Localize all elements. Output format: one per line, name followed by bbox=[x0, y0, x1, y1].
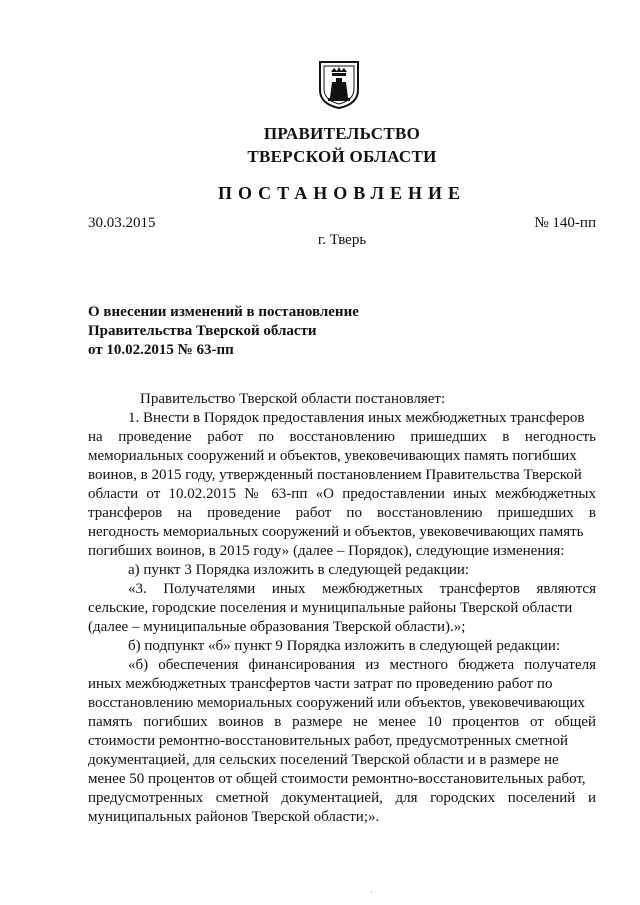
document-number: № 140-пп bbox=[534, 215, 596, 231]
body-line: «б) обеспечения финансирования из местного бюджета получателя bbox=[128, 657, 596, 673]
document-type: ПОСТАНОВЛЕНИЕ bbox=[217, 183, 467, 203]
body-line: «3. Получателями иных межбюджетных трансфертов являются bbox=[128, 581, 596, 597]
body-line: области от 10.02.2015 № 63-пп «О предоставлении иных межбюджетных bbox=[88, 486, 596, 502]
body-line: стоимости ремонтно-восстановительных работ, предусмотренных сметной bbox=[88, 733, 569, 749]
body-line: сельские, городские поселения и муниципальные районы Тверской области bbox=[88, 600, 573, 616]
subject-line: Правительства Тверской области bbox=[88, 323, 317, 339]
body-line: на проведение работ по восстановлению пришедших в негодность bbox=[88, 429, 596, 445]
body-line: менее 50 процентов от общей стоимости ремонтно-восстановительных работ, bbox=[88, 771, 586, 787]
coat-of-arms-icon bbox=[318, 60, 360, 110]
document-subject bbox=[88, 303, 418, 360]
document-city: г. Тверь bbox=[317, 232, 367, 248]
body-line: б) подпункт «б» пункт 9 Порядка изложить в следующей редакции: bbox=[128, 638, 561, 654]
body-line: мемориальных сооружений и объектов, увековечивающих память погибших bbox=[88, 448, 577, 464]
body-line: (далее – муниципальные образования Тверской области).»; bbox=[88, 619, 466, 635]
body-line: восстановлению мемориальных сооружений или объектов, увековечивающих bbox=[88, 695, 586, 711]
org-name-line1: ПРАВИТЕЛЬСТВО bbox=[263, 124, 421, 143]
body-line: 1. Внести в Порядок предоставления иных межбюджетных трансферов bbox=[128, 410, 585, 426]
body-line: иных межбюджетных трансфертов части затрат по проведению работ по bbox=[88, 676, 553, 692]
body-line: воинов, в 2015 году, утвержденный постановлением Правительства Тверской bbox=[88, 467, 582, 483]
document-date: 30.03.2015 bbox=[88, 215, 156, 231]
subject-line: О внесении изменений в постановление bbox=[88, 304, 359, 320]
subject-line: от 10.02.2015 № 63-пп bbox=[88, 342, 234, 358]
document-body bbox=[88, 390, 596, 827]
body-line: а) пункт 3 Порядка изложить в следующей редакции: bbox=[128, 562, 470, 578]
body-line: погибших воинов, в 2015 году» (далее – Порядок), следующие изменения: bbox=[88, 543, 565, 559]
body-line: трансферов на проведение работ по восстановлению пришедших в bbox=[88, 505, 596, 521]
body-line: муниципальных районов Тверской области;». bbox=[88, 809, 380, 825]
scan-artifact: · bbox=[370, 887, 373, 897]
body-line: негодность мемориальных сооружений и объектов, увековечивающих память bbox=[88, 524, 584, 540]
body-line: Правительство Тверской области постановляет: bbox=[140, 391, 446, 407]
org-name-line2: ТВЕРСКОЙ ОБЛАСТИ bbox=[247, 147, 437, 166]
body-line: документацией, для сельских поселений Тверской области и в размере не bbox=[88, 752, 559, 768]
body-line: память погибших воинов в размере не менее 10 процентов от общей bbox=[88, 714, 596, 730]
body-line: предусмотренных сметной документацией, для городских поселений и bbox=[88, 790, 596, 806]
